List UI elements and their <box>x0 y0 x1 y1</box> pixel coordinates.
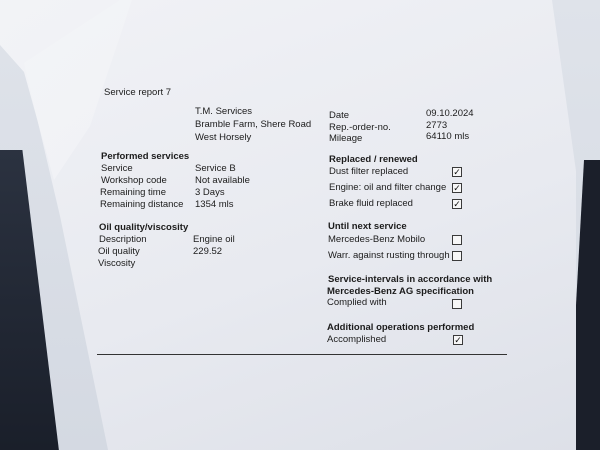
order-value: 2773 <box>426 120 448 131</box>
oil-heading: Oil quality/viscosity <box>99 222 189 233</box>
remaining-time-label: Remaining time <box>100 187 166 198</box>
accomplished-checkbox[interactable]: ✓ <box>454 335 462 345</box>
oil-quality-value: 229.52 <box>193 246 223 257</box>
until-next-heading: Until next service <box>328 221 407 232</box>
workshop-code-label: Workshop code <box>101 175 167 186</box>
mobilo-checkbox[interactable] <box>452 235 462 245</box>
complied-with-checkbox[interactable] <box>452 299 462 309</box>
mileage-value: 64110 mls <box>426 131 470 142</box>
complied-with-label: Complied with <box>327 297 387 308</box>
brake-fluid-checkbox[interactable]: ✓ <box>453 199 461 209</box>
oil-description-label: Description <box>99 234 147 245</box>
accomplished-label: Accomplished <box>327 334 387 345</box>
performed-services-heading: Performed services <box>101 151 190 162</box>
viscosity-label: Viscosity <box>98 258 136 269</box>
date-label: Date <box>329 110 350 121</box>
oil-filter-change-checkbox[interactable]: ✓ <box>453 183 461 193</box>
service-label: Service <box>101 163 133 174</box>
intervals-heading-line-2: Mercedes-Benz AG specification <box>327 286 474 297</box>
address-line-3: West Horsely <box>195 132 252 143</box>
service-value: Service B <box>195 163 236 174</box>
rust-warranty-label: Warr. against rusting through <box>328 250 450 261</box>
order-label: Rep.-order-no. <box>329 122 391 133</box>
remaining-distance-label: Remaining distance <box>100 199 184 210</box>
intervals-heading-line-1: Service-intervals in accordance with <box>328 274 493 285</box>
remaining-distance-value: 1354 mls <box>195 199 234 210</box>
rust-warranty-checkbox[interactable] <box>452 251 462 261</box>
date-value: 09.10.2024 <box>426 108 474 119</box>
remaining-time-value: 3 Days <box>195 187 225 198</box>
mileage-label: Mileage <box>329 133 363 144</box>
oil-quality-label: Oil quality <box>98 246 140 257</box>
report-title: Service report 7 <box>104 87 172 98</box>
address-line-2: Bramble Farm, Shere Road <box>195 119 312 130</box>
oil-filter-change-label: Engine: oil and filter change <box>329 182 447 193</box>
dust-filter-label: Dust filter replaced <box>329 166 409 177</box>
additional-operations-heading: Additional operations performed <box>327 322 475 333</box>
workshop-code-value: Not available <box>195 175 250 186</box>
address-line-1: T.M. Services <box>195 106 253 117</box>
replaced-heading: Replaced / renewed <box>329 154 418 165</box>
mobilo-label: Mercedes-Benz Mobilo <box>328 234 426 245</box>
oil-description-value: Engine oil <box>193 234 235 245</box>
bottom-divider <box>97 354 507 355</box>
brake-fluid-label: Brake fluid replaced <box>329 198 413 209</box>
dust-filter-checkbox[interactable]: ✓ <box>453 167 461 177</box>
